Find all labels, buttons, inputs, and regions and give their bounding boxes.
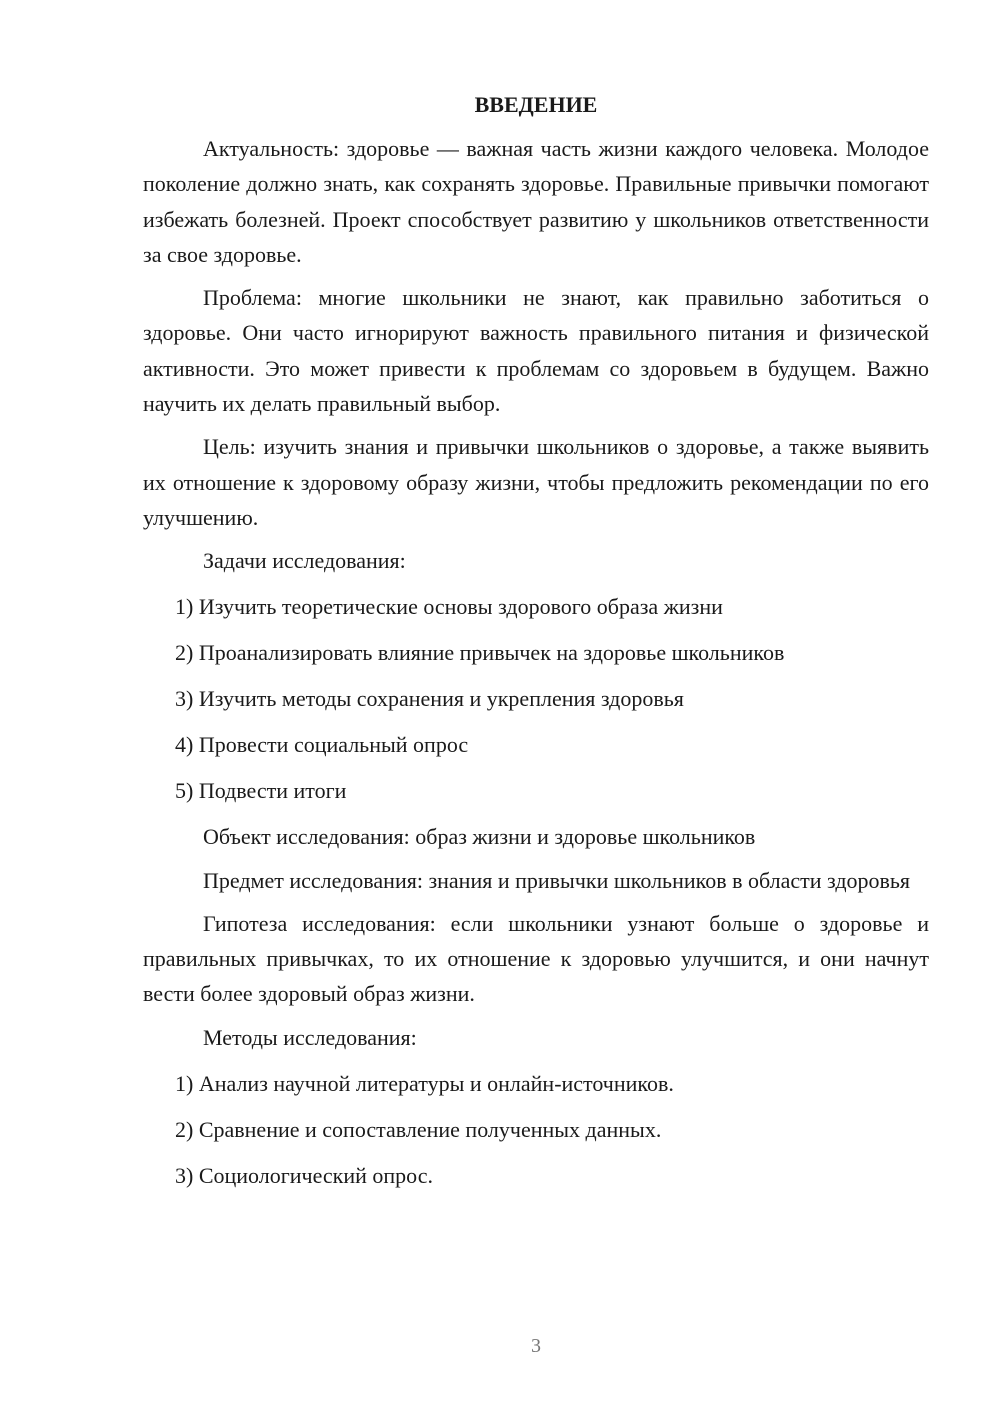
subject-paragraph: Предмет исследования: знания и привычки школьников в области здоровья [203, 867, 911, 893]
methods-heading: Методы исследования: [203, 1024, 417, 1050]
problem-paragraph: Проблема: многие школьники не знают, как правильно заботиться о здоровье. Они часто игнорируют важность правильного питания и физической активности. Это может привести к проблемам со здоровьем в будущем. Важно научить их делать правильный выбор. [143, 285, 929, 417]
method-item: 1) Анализ научной литературы и онлайн-источников. [175, 1070, 674, 1096]
goal-paragraph: Цель: изучить знания и привычки школьников о здоровье, а также выявить их отношение к здоровому образу жизни, чтобы предложить рекомендации по его улучшению. [143, 434, 929, 530]
method-item: 2) Сравнение и сопоставление полученных данных. [175, 1116, 662, 1142]
tasks-list [143, 589, 929, 808]
task-item: 3) Изучить методы сохранения и укрепления здоровья [175, 686, 684, 712]
page-number: 3 [531, 1335, 541, 1357]
document-page [143, 92, 929, 1204]
task-item: 2) Проанализировать влияние привычек на здоровье школьников [175, 640, 785, 666]
page-title: ВВЕДЕНИЕ [474, 92, 598, 117]
task-item: 4) Провести социальный опрос [175, 732, 469, 758]
object-paragraph: Объект исследования: образ жизни и здоровье школьников [203, 824, 756, 850]
task-item: 5) Подвести итоги [175, 778, 347, 804]
relevance-paragraph: Актуальность: здоровье — важная часть жизни каждого человека. Молодое поколение должно знать, как сохранять здоровье. Правильные привычки помогают избежать болезней. Проект способствует развитию у школьников ответственности за свое здоровье. [143, 136, 929, 267]
tasks-heading: Задачи исследования: [203, 548, 406, 574]
hypothesis-paragraph: Гипотеза исследования: если школьники узнают больше о здоровье и правильных привычках, то их отношение к здоровью улучшится, и они начнут вести более здоровый образ жизни. [143, 910, 929, 1007]
task-item: 1) Изучить теоретические основы здорового образа жизни [175, 594, 723, 620]
method-item: 3) Социологический опрос. [175, 1162, 433, 1188]
methods-list [143, 1066, 929, 1193]
